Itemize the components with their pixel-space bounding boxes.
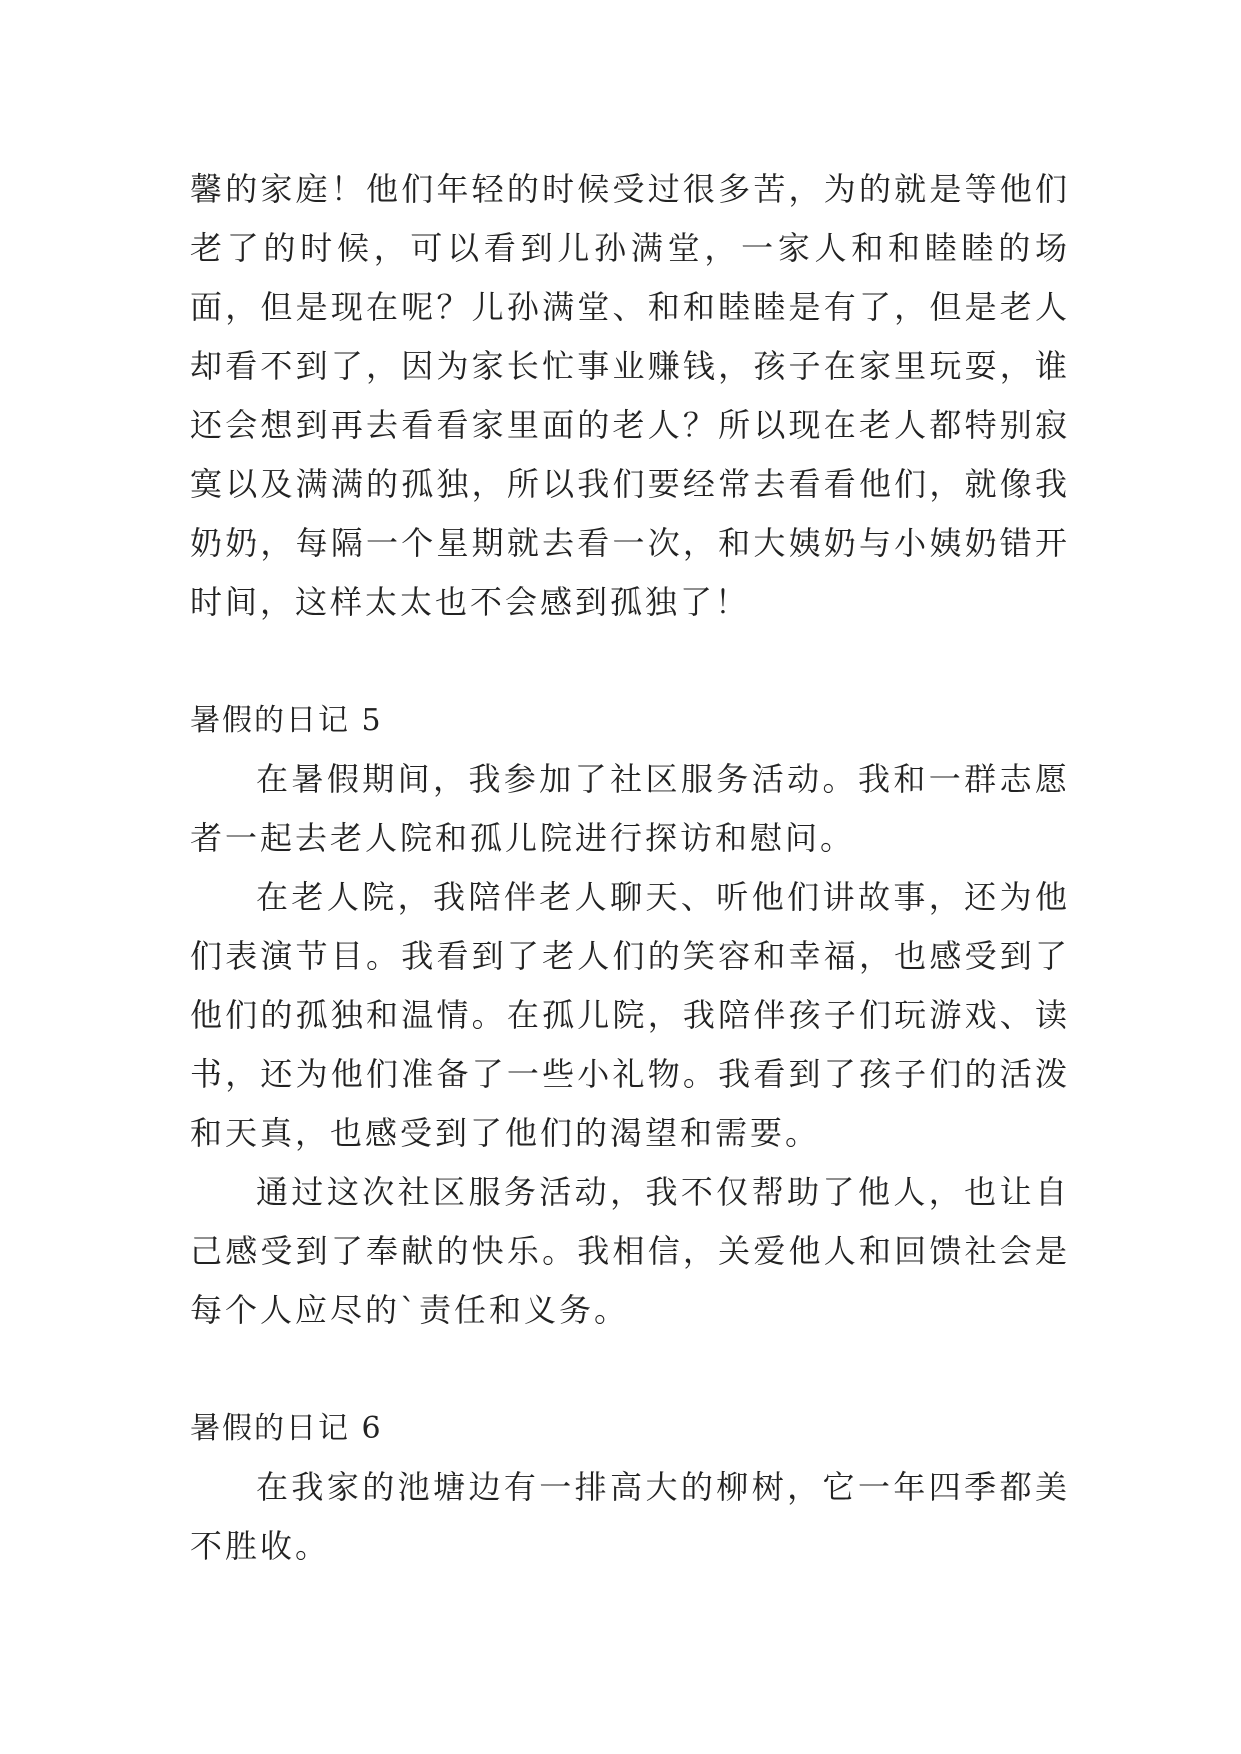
continued-paragraph: 馨的家庭！他们年轻的时候受过很多苦，为的就是等他们老了的时候，可以看到儿孙满堂，一家人和和睦睦的场面，但是现在呢？儿孙满堂、和和睦睦是有了，但是老人却看不到了，因为家长忙事业赚钱，孩子在家里玩耍，谁还会想到再去看看家里面的老人？所以现在老人都特别寂寞以及满满的孤独，所以我们要经常去看看他们，就像我奶奶，每隔一个星期就去看一次，和大姨奶与小姨奶错开时间，这样太太也不会感到孤独了！ [190, 170, 1070, 621]
section-5-paragraph-3: 通过这次社区服务活动，我不仅帮助了他人，也让自己感受到了奉献的快乐。我相信，关爱他人和回馈社会是每个人应尽的`责任和义务。 [190, 1173, 1070, 1329]
section-6-title: 暑假的日记 6 [190, 1411, 383, 1446]
section-6-paragraph-1: 在我家的池塘边有一排高大的柳树，它一年四季都美不胜收。 [190, 1468, 1070, 1565]
section-spacer [190, 1340, 1070, 1399]
document-body [190, 160, 1070, 1576]
section-5-title: 暑假的日记 5 [190, 703, 383, 738]
section-5-paragraph-2: 在老人院，我陪伴老人聊天、听他们讲故事，还为他们表演节目。我看到了老人们的笑容和幸福，也感受到了他们的孤独和温情。在孤儿院，我陪伴孩子们玩游戏、读书，还为他们准备了一些小礼物。我看到了孩子们的活泼和天真，也感受到了他们的渴望和需要。 [190, 878, 1070, 1152]
section-spacer [190, 632, 1070, 691]
section-5-paragraph-1: 在暑假期间，我参加了社区服务活动。我和一群志愿者一起去老人院和孤儿院进行探访和慰问。 [190, 760, 1070, 857]
